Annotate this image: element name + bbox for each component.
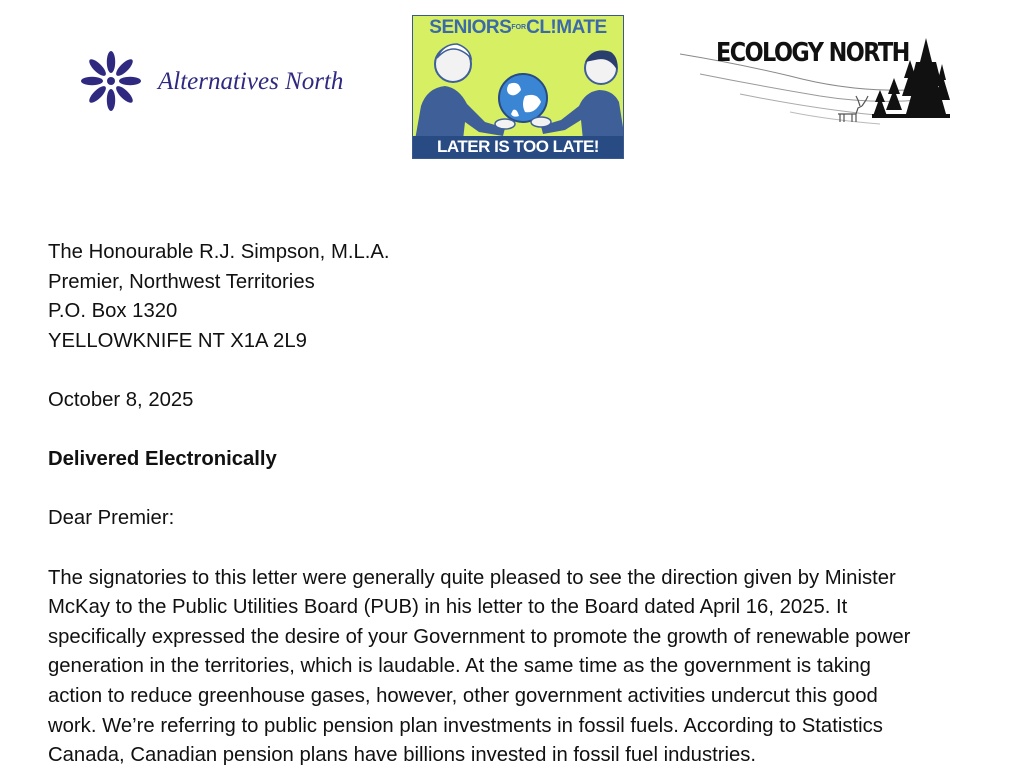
letter-date: October 8, 2025 xyxy=(48,388,194,411)
body-line: specifically expressed the desire of your Government to promote the growth of renewable power xyxy=(48,625,911,648)
address-line: Premier, Northwest Territories xyxy=(48,270,315,293)
seniors-for-climate-logo xyxy=(412,15,624,159)
body-paragraph xyxy=(48,564,998,771)
body-line: The signatories to this letter were generally quite pleased to see the direction given by Minister xyxy=(48,566,896,589)
elder-child-globe-illustration xyxy=(413,36,624,140)
address-line: The Honourable R.J. Simpson, M.L.A. xyxy=(48,241,390,263)
delivery-method: Delivered Electronically xyxy=(48,448,277,471)
ecology-north-logo xyxy=(680,34,952,128)
body-line: action to reduce greenhouse gases, however, other government activities undercut this good xyxy=(48,684,878,707)
alternatives-north-logo xyxy=(80,50,370,112)
letterhead-logos xyxy=(0,0,1024,170)
ecology-north-name: ECOLOGY NORTH xyxy=(716,38,909,68)
body-line: generation in the territories, which is laudable. At the same time as the government is taking xyxy=(48,655,871,678)
seniors-word: SENIORS xyxy=(429,17,512,39)
alternatives-north-name: Alternatives North xyxy=(158,68,344,95)
body-line: McKay to the Public Utilities Board (PUB) in his letter to the Board dated April 16, 2025. It xyxy=(48,596,848,619)
body-line: work. We’re referring to public pension plan investments in fossil fuels. According to Statistics xyxy=(48,714,883,737)
address-line: P.O. Box 1320 xyxy=(48,300,178,323)
seniors-tagline: LATER IS TOO LATE! xyxy=(413,136,623,158)
letter-body xyxy=(48,238,998,771)
flower-icon xyxy=(80,50,142,112)
salutation: Dear Premier: xyxy=(48,507,175,530)
for-word: FOR xyxy=(511,24,527,31)
address-line: YELLOWKNIFE NT X1A 2L9 xyxy=(48,329,307,352)
recipient-address xyxy=(48,238,998,356)
climate-word: CL!MATE xyxy=(526,17,607,39)
body-line: Canada, Canadian pension plans have billions invested in fossil fuel industries. xyxy=(48,744,757,767)
